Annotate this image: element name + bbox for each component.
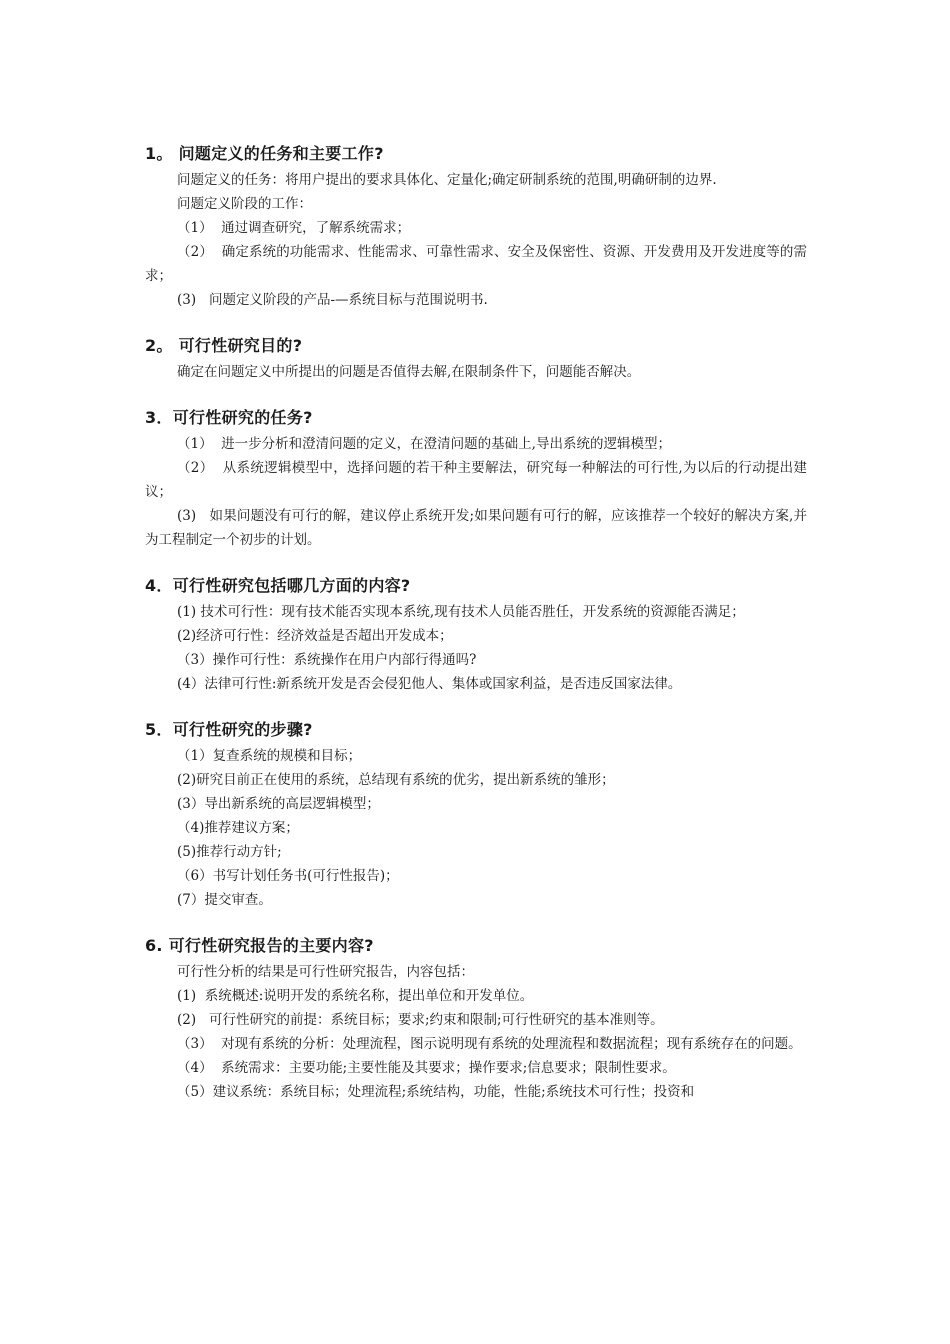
section-feasibility-aspects <box>145 574 807 696</box>
paragraph: （3）操作可行性：系统操作在用户内部行得通吗? <box>177 652 477 668</box>
paragraph: （1） 进一步分析和澄清问题的定义，在澄清问题的基础上,导出系统的逻辑模型； <box>177 436 671 452</box>
paragraph: 确定在问题定义中所提出的问题是否值得去解,在限制条件下，问题能否解决。 <box>177 364 641 380</box>
paragraph: （4） 系统需求：主要功能;主要性能及其要求；操作要求;信息要求；限制性要求。 <box>177 1060 676 1076</box>
paragraph: （1） 通过调查研究，了解系统需求； <box>177 220 411 236</box>
paragraph: 可行性分析的结果是可行性研究报告，内容包括： <box>177 964 474 980</box>
paragraph: (5)推荐行动方针; <box>177 844 282 860</box>
paragraph: (4）法律可行性:新系统开发是否会侵犯他人、集体或国家利益，是否违反国家法律。 <box>177 676 682 692</box>
paragraph: （2） 确定系统的功能需求、性能需求、可靠性需求、安全及保密性、资源、开发费用及开发进度等的需求； <box>145 244 807 284</box>
section-heading: 5．可行性研究的步骤? <box>145 720 313 739</box>
section-feasibility-steps <box>145 718 807 912</box>
paragraph: (2)经济可行性：经济效益是否超出开发成本； <box>177 628 453 644</box>
paragraph: （2） 从系统逻辑模型中，选择问题的若干种主要解法，研究每一种解法的可行性,为以后的行动提出建议； <box>145 460 807 500</box>
paragraph: 问题定义阶段的工作： <box>177 196 312 212</box>
paragraph: （4)推荐建议方案； <box>177 820 299 836</box>
paragraph: (7）提交审查。 <box>177 892 272 908</box>
paragraph: (3）导出新系统的高层逻辑模型； <box>177 796 380 812</box>
paragraph: (2) 可行性研究的前提：系统目标；要求;约束和限制;可行性研究的基本准则等。 <box>177 1012 664 1028</box>
section-heading: 3．可行性研究的任务? <box>145 408 313 427</box>
section-feasibility-tasks <box>145 406 807 552</box>
document-page <box>145 142 807 1104</box>
paragraph: (1) 系统概述:说明开发的系统名称，提出单位和开发单位。 <box>177 988 534 1004</box>
section-heading: 1。 问题定义的任务和主要工作? <box>145 144 384 163</box>
section-feasibility-report <box>145 934 807 1104</box>
section-heading: 4．可行性研究包括哪几方面的内容? <box>145 576 411 595</box>
section-problem-definition <box>145 142 807 312</box>
paragraph: (3) 如果问题没有可行的解，建议停止系统开发;如果问题有可行的解，应该推荐一个较好的解决方案,并为工程制定一个初步的计划。 <box>145 508 807 548</box>
paragraph: （1）复查系统的规模和目标； <box>177 748 362 764</box>
paragraph: (3) 问题定义阶段的产品-—系统目标与范围说明书. <box>177 292 488 308</box>
section-heading: 6. 可行性研究报告的主要内容? <box>145 936 374 955</box>
paragraph: （5）建议系统：系统目标；处理流程;系统结构，功能，性能;系统技术可行性；投资和 <box>177 1084 695 1100</box>
paragraph: (1) 技术可行性：现有技术能否实现本系统,现有技术人员能否胜任，开发系统的资源能否满足； <box>177 604 745 620</box>
paragraph: （6）书写计划任务书(可行性报告)； <box>177 868 399 884</box>
paragraph: (2)研究目前正在使用的系统，总结现有系统的优劣，提出新系统的雏形； <box>177 772 615 788</box>
paragraph: （3） 对现有系统的分析：处理流程，图示说明现有系统的处理流程和数据流程；现有系统存在的问题。 <box>177 1036 802 1052</box>
section-feasibility-purpose <box>145 334 807 384</box>
paragraph: 问题定义的任务：将用户提出的要求具体化、定量化;确定研制系统的范围,明确研制的边界. <box>177 172 717 188</box>
section-heading: 2。 可行性研究目的? <box>145 336 303 355</box>
